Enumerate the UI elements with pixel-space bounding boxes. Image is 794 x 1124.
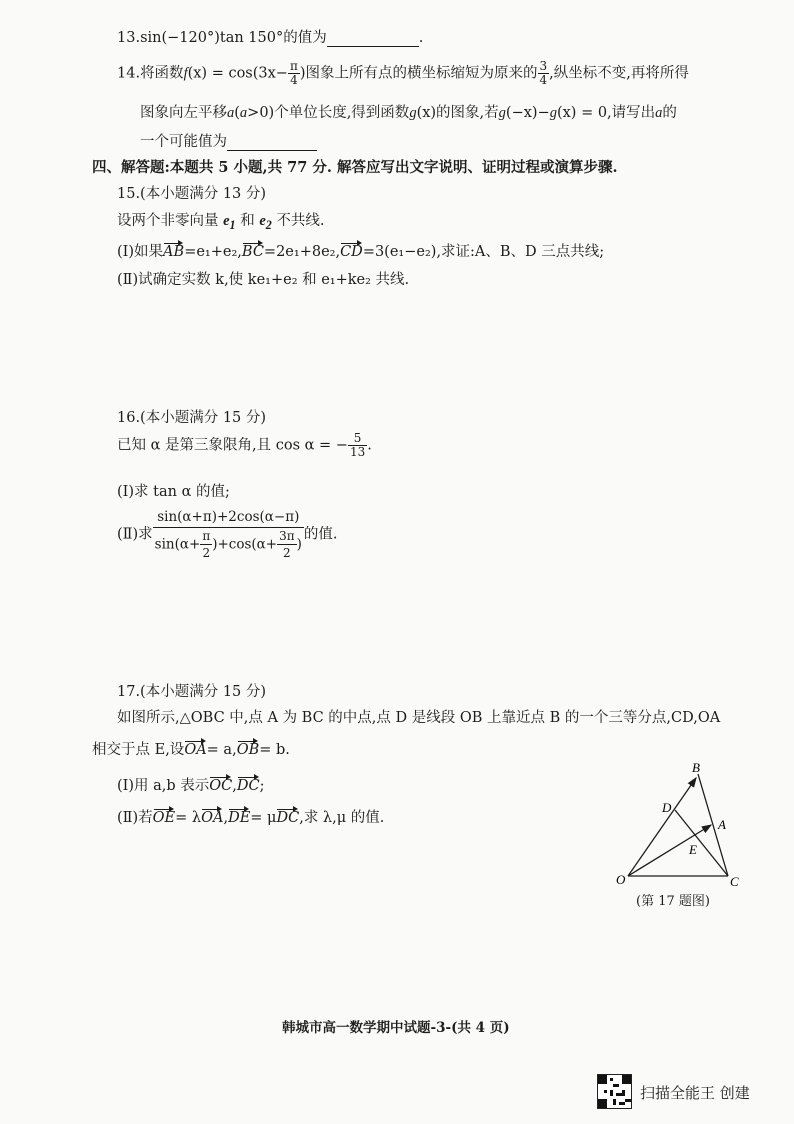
q14-text: (−x)− (505, 105, 550, 121)
text: 不共线. (276, 213, 325, 229)
qr-code-icon (597, 1074, 632, 1109)
q13-pre: sin( (140, 30, 168, 46)
figure-caption: (第 17 题图) (636, 894, 710, 909)
den: 2 (283, 546, 291, 561)
q16-part1: (Ⅰ)求 tan α 的值; (117, 484, 230, 500)
text: (Ⅱ)若 (117, 810, 153, 826)
vector-OC: OC (209, 778, 233, 794)
text: =3(e₁−e₂),求证:A、B、D 三点共线; (362, 244, 605, 260)
e1: e (223, 213, 230, 229)
text: = a, (206, 742, 237, 758)
label: (Ⅱ)求 (117, 526, 153, 543)
num: 3π (277, 530, 297, 545)
question-13 (117, 26, 423, 47)
q14-answer-blank (227, 134, 317, 151)
q17-part1 (117, 774, 265, 795)
q15-intro (117, 209, 325, 233)
vector-OE: OE (152, 810, 176, 826)
q14-text: 的 (662, 105, 677, 121)
segment-OA (628, 825, 711, 876)
q14-text: 将函数 (140, 65, 184, 82)
sub: 2 (265, 217, 272, 232)
den: 4 (539, 73, 548, 88)
var-g: g (498, 105, 506, 121)
q13-number: 13. (117, 30, 141, 46)
text: = b. (259, 742, 290, 758)
denominator (153, 528, 304, 560)
q14-text: (x) = 0,请写出 (556, 105, 656, 121)
var-g: g (409, 105, 417, 121)
q14-text: )图象上所有点的横坐标缩短为原来的 (299, 65, 538, 82)
q15-part2: (Ⅱ)试确定实数 k,使 ke₁+e₂ 和 e₁+ke₂ 共线. (117, 272, 410, 288)
vector-BC: BC (241, 244, 264, 260)
text: 相交于点 E,设 (92, 742, 185, 758)
section-heading: 四、解答题:本题共 5 小题,共 77 分. 解答应写出文字说明、证明过程或演算步骤. (92, 159, 618, 176)
num: π (289, 59, 298, 73)
text: ) (296, 536, 302, 553)
q14-number: 14. (117, 65, 141, 82)
q13-post: . (418, 30, 424, 46)
q13-arg: −120° (167, 30, 215, 46)
num: 5 (348, 432, 367, 446)
text: = λ (175, 810, 202, 826)
text: 设两个非零向量 (117, 213, 219, 229)
vector-DC: DC (276, 810, 300, 826)
num: 3 (539, 59, 548, 73)
q14-text: ( (234, 105, 240, 121)
scanner-watermark: 扫描全能王 创建 (640, 1084, 750, 1102)
label-C: C (730, 874, 739, 888)
q14-fx: f (183, 65, 188, 82)
e2: e (259, 213, 266, 229)
q14-text: >0)个单位长度,得到函数 (247, 105, 410, 121)
text: =2e₁+8e₂, (263, 244, 341, 260)
pi-over-4 (288, 60, 300, 87)
vector-DC: DC (236, 778, 260, 794)
text: (Ⅰ)用 a,b 表示 (117, 778, 210, 794)
text: , (232, 778, 237, 794)
figure-17-triangle (610, 758, 750, 888)
q14-text: 图象向左平移 (140, 105, 227, 121)
text: =e₁+e₂, (184, 244, 242, 260)
label-A: A (718, 817, 726, 832)
var-a: a (227, 105, 235, 121)
question-14-line2 (140, 101, 677, 122)
label: (Ⅰ)如果 (117, 244, 164, 260)
text: 已知 α 是第三象限角,且 cos α = − (117, 437, 348, 454)
label-D: D (662, 800, 672, 815)
q14-text: (x)的图象,若 (416, 105, 499, 121)
text: ; (259, 778, 265, 794)
q16-part2 (117, 508, 338, 561)
page-footer: 韩城市高一数学期中试题-3-(共 4 页) (282, 1020, 510, 1036)
label-O: O (616, 872, 626, 887)
vector-AB: AB (163, 244, 185, 260)
text: )+cos(α+ (212, 536, 278, 553)
q17-part2 (117, 806, 384, 827)
three-quarters (538, 60, 550, 87)
q17-line1: 如图所示,△OBC 中,点 A 为 BC 的中点,点 D 是线段 OB 上靠近点 B 的一个三等分点,CD,OA (117, 710, 721, 726)
var-g: g (549, 105, 557, 121)
text: = μ (250, 810, 277, 826)
den: 2 (202, 546, 211, 561)
vector-DE: DE (228, 810, 251, 826)
q16-intro (117, 432, 372, 459)
text: 的值. (303, 526, 338, 543)
sub: 1 (229, 217, 236, 232)
vector-OA: OA (201, 810, 224, 826)
q15-title: 15.(本小题满分 13 分) (117, 186, 267, 202)
label-B: B (692, 760, 700, 775)
question-14-line3 (140, 130, 317, 151)
q14-text: (x) = cos(3x− (187, 65, 288, 82)
den: 13 (349, 445, 366, 460)
den: 4 (290, 73, 298, 88)
text: . (367, 437, 372, 454)
q16-fraction (153, 508, 304, 561)
question-14-line1 (117, 60, 689, 87)
q13-answer-blank (327, 30, 419, 47)
q13-mid: )tan 150°的值为 (214, 30, 327, 46)
num: π (200, 530, 212, 545)
text: 和 (240, 213, 255, 229)
segment-OB (628, 778, 696, 876)
q16-title: 16.(本小题满分 15 分) (117, 410, 267, 426)
text: ,求 λ,μ 的值. (299, 810, 385, 826)
var-a: a (239, 105, 248, 121)
label-E: E (689, 842, 697, 857)
vector-OA: OA (184, 742, 207, 758)
var-a: a (655, 105, 663, 121)
q17-title: 17.(本小题满分 15 分) (117, 684, 267, 700)
q14-text: 一个可能值为 (140, 134, 227, 150)
text: , (223, 810, 229, 826)
five-thirteenths (348, 432, 367, 459)
text: sin(α+ (154, 536, 201, 553)
numerator: sin(α+π)+2cos(α−π) (153, 508, 304, 528)
q14-text: ,纵坐标不变,再将所得 (549, 65, 689, 82)
vector-OB: OB (236, 742, 260, 758)
q15-part1 (117, 240, 604, 261)
q17-line2 (92, 738, 290, 759)
vector-CD: CD (340, 244, 363, 260)
